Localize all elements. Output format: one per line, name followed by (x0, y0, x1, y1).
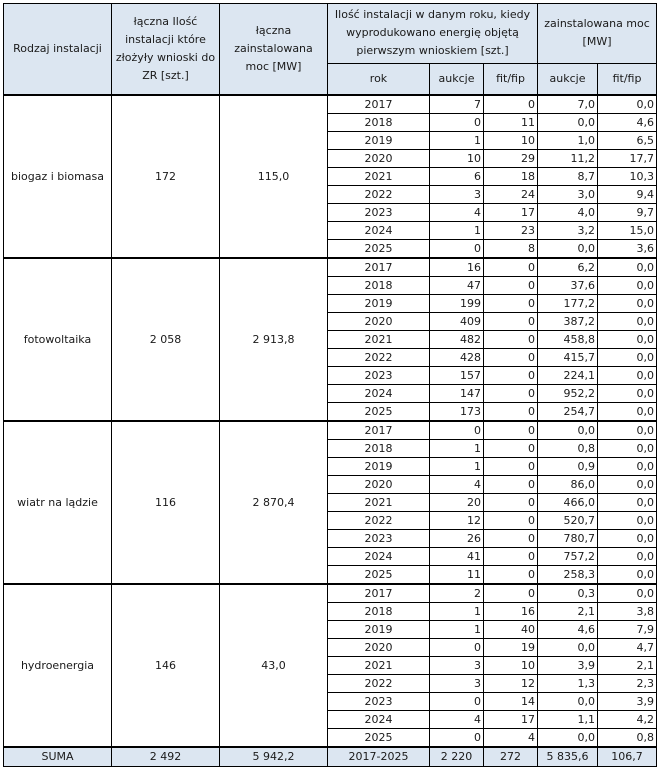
fitfip-mw-cell: 4,2 (598, 711, 657, 729)
fitfip-mw-cell: 4,6 (598, 114, 657, 132)
fitfip-cell: 8 (484, 240, 538, 259)
group-name: fotowoltaika (4, 258, 112, 421)
fitfip-cell: 0 (484, 421, 538, 440)
year-cell: 2020 (328, 639, 430, 657)
fitfip-cell: 0 (484, 512, 538, 530)
fitfip-mw-cell: 0,0 (598, 512, 657, 530)
header-count: łączna Ilość instalacji które złożyły wnioski do ZR [szt.] (112, 4, 220, 96)
year-cell: 2021 (328, 494, 430, 512)
sum-label: SUMA (4, 747, 112, 767)
group-count: 2 058 (112, 258, 220, 421)
fitfip-cell: 0 (484, 367, 538, 385)
auctions-mw-cell: 3,0 (538, 186, 598, 204)
year-cell: 2022 (328, 512, 430, 530)
fitfip-cell: 0 (484, 494, 538, 512)
auctions-cell: 482 (430, 331, 484, 349)
year-cell: 2021 (328, 331, 430, 349)
group-count: 116 (112, 421, 220, 584)
fitfip-mw-cell: 0,0 (598, 331, 657, 349)
fitfip-cell: 24 (484, 186, 538, 204)
auctions-cell: 1 (430, 458, 484, 476)
auctions-mw-cell: 0,0 (538, 729, 598, 748)
group-count: 146 (112, 584, 220, 747)
fitfip-cell: 16 (484, 603, 538, 621)
fitfip-cell: 17 (484, 711, 538, 729)
year-cell: 2020 (328, 313, 430, 331)
fitfip-mw-cell: 15,0 (598, 222, 657, 240)
auctions-cell: 1 (430, 132, 484, 150)
group-power: 115,0 (220, 95, 328, 258)
year-cell: 2025 (328, 240, 430, 259)
auctions-cell: 2 (430, 584, 484, 603)
year-cell: 2020 (328, 476, 430, 494)
auctions-cell: 157 (430, 367, 484, 385)
sum-fitfip-mw: 106,7 (598, 747, 657, 767)
fitfip-cell: 0 (484, 349, 538, 367)
installations-table (3, 3, 657, 767)
fitfip-mw-cell: 3,6 (598, 240, 657, 259)
table-row (4, 421, 657, 440)
fitfip-cell: 17 (484, 204, 538, 222)
subheader-year: rok (328, 63, 430, 95)
year-cell: 2019 (328, 458, 430, 476)
auctions-cell: 0 (430, 240, 484, 259)
auctions-mw-cell: 254,7 (538, 403, 598, 422)
fitfip-cell: 0 (484, 295, 538, 313)
fitfip-mw-cell: 6,5 (598, 132, 657, 150)
fitfip-mw-cell: 3,9 (598, 693, 657, 711)
auctions-mw-cell: 0,8 (538, 440, 598, 458)
auctions-mw-cell: 458,8 (538, 331, 598, 349)
auctions-mw-cell: 8,7 (538, 168, 598, 186)
fitfip-cell: 29 (484, 150, 538, 168)
auctions-cell: 1 (430, 621, 484, 639)
fitfip-cell: 0 (484, 95, 538, 114)
fitfip-mw-cell: 0,0 (598, 349, 657, 367)
auctions-cell: 0 (430, 693, 484, 711)
fitfip-cell: 0 (484, 258, 538, 277)
year-cell: 2024 (328, 711, 430, 729)
fitfip-cell: 0 (484, 476, 538, 494)
fitfip-cell: 11 (484, 114, 538, 132)
fitfip-mw-cell: 0,0 (598, 313, 657, 331)
fitfip-mw-cell: 4,7 (598, 639, 657, 657)
auctions-cell: 20 (430, 494, 484, 512)
year-cell: 2021 (328, 168, 430, 186)
year-cell: 2019 (328, 621, 430, 639)
auctions-cell: 1 (430, 222, 484, 240)
fitfip-mw-cell: 0,0 (598, 367, 657, 385)
group-name: hydroenergia (4, 584, 112, 747)
auctions-cell: 428 (430, 349, 484, 367)
auctions-mw-cell: 0,0 (538, 240, 598, 259)
auctions-mw-cell: 757,2 (538, 548, 598, 566)
group-power: 2 913,8 (220, 258, 328, 421)
auctions-mw-cell: 11,2 (538, 150, 598, 168)
auctions-mw-cell: 177,2 (538, 295, 598, 313)
fitfip-cell: 19 (484, 639, 538, 657)
fitfip-mw-cell: 0,0 (598, 95, 657, 114)
auctions-cell: 1 (430, 603, 484, 621)
auctions-mw-cell: 37,6 (538, 277, 598, 295)
fitfip-cell: 12 (484, 675, 538, 693)
year-cell: 2020 (328, 150, 430, 168)
subheader-fitfip-mw: fit/fip (598, 63, 657, 95)
fitfip-mw-cell: 3,8 (598, 603, 657, 621)
fitfip-mw-cell: 0,0 (598, 440, 657, 458)
auctions-cell: 12 (430, 512, 484, 530)
fitfip-mw-cell: 2,1 (598, 657, 657, 675)
fitfip-mw-cell: 0,0 (598, 458, 657, 476)
auctions-cell: 0 (430, 729, 484, 748)
fitfip-mw-cell: 0,8 (598, 729, 657, 748)
fitfip-mw-cell: 0,0 (598, 277, 657, 295)
auctions-cell: 47 (430, 277, 484, 295)
auctions-mw-cell: 3,2 (538, 222, 598, 240)
fitfip-mw-cell: 9,7 (598, 204, 657, 222)
fitfip-cell: 0 (484, 458, 538, 476)
fitfip-cell: 0 (484, 530, 538, 548)
year-cell: 2018 (328, 603, 430, 621)
year-cell: 2018 (328, 440, 430, 458)
auctions-cell: 10 (430, 150, 484, 168)
auctions-mw-cell: 0,3 (538, 584, 598, 603)
year-cell: 2017 (328, 95, 430, 114)
year-cell: 2023 (328, 367, 430, 385)
fitfip-cell: 0 (484, 385, 538, 403)
fitfip-mw-cell: 2,3 (598, 675, 657, 693)
subheader-auctions-mw: aukcje (538, 63, 598, 95)
fitfip-mw-cell: 0,0 (598, 548, 657, 566)
fitfip-mw-cell: 0,0 (598, 385, 657, 403)
sum-count: 2 492 (112, 747, 220, 767)
table-body (4, 95, 657, 747)
auctions-cell: 11 (430, 566, 484, 585)
auctions-cell: 199 (430, 295, 484, 313)
group-name: wiatr na lądzie (4, 421, 112, 584)
fitfip-cell: 0 (484, 548, 538, 566)
sum-auctions-mw: 5 835,6 (538, 747, 598, 767)
auctions-mw-cell: 0,9 (538, 458, 598, 476)
auctions-cell: 6 (430, 168, 484, 186)
auctions-mw-cell: 0,0 (538, 693, 598, 711)
auctions-mw-cell: 0,0 (538, 114, 598, 132)
subheader-fitfip: fit/fip (484, 63, 538, 95)
group-name: biogaz i biomasa (4, 95, 112, 258)
fitfip-mw-cell: 0,0 (598, 258, 657, 277)
year-cell: 2022 (328, 186, 430, 204)
auctions-mw-cell: 1,0 (538, 132, 598, 150)
fitfip-cell: 0 (484, 277, 538, 295)
header-group-power: zainstalowana moc [MW] (538, 4, 657, 64)
fitfip-cell: 0 (484, 403, 538, 422)
fitfip-mw-cell: 0,0 (598, 403, 657, 422)
table-row (4, 258, 657, 277)
auctions-mw-cell: 466,0 (538, 494, 598, 512)
auctions-cell: 409 (430, 313, 484, 331)
fitfip-mw-cell: 0,0 (598, 530, 657, 548)
group-power: 2 870,4 (220, 421, 328, 584)
auctions-mw-cell: 0,0 (538, 639, 598, 657)
subheader-auctions: aukcje (430, 63, 484, 95)
year-cell: 2018 (328, 114, 430, 132)
sum-power: 5 942,2 (220, 747, 328, 767)
year-cell: 2019 (328, 132, 430, 150)
auctions-cell: 3 (430, 675, 484, 693)
auctions-cell: 4 (430, 204, 484, 222)
sum-auctions: 2 220 (430, 747, 484, 767)
auctions-cell: 16 (430, 258, 484, 277)
table-row (4, 584, 657, 603)
auctions-cell: 0 (430, 114, 484, 132)
year-cell: 2022 (328, 349, 430, 367)
auctions-cell: 3 (430, 657, 484, 675)
year-cell: 2023 (328, 530, 430, 548)
group-power: 43,0 (220, 584, 328, 747)
auctions-cell: 3 (430, 186, 484, 204)
auctions-cell: 0 (430, 421, 484, 440)
fitfip-cell: 0 (484, 584, 538, 603)
year-cell: 2024 (328, 548, 430, 566)
fitfip-cell: 0 (484, 313, 538, 331)
header-group-installs: Ilość instalacji w danym roku, kiedy wyprodukowano energię objętą pierwszym wnioskiem [szt.] (328, 4, 538, 64)
year-cell: 2017 (328, 421, 430, 440)
fitfip-cell: 0 (484, 566, 538, 585)
auctions-mw-cell: 2,1 (538, 603, 598, 621)
fitfip-cell: 40 (484, 621, 538, 639)
fitfip-mw-cell: 0,0 (598, 295, 657, 313)
fitfip-cell: 0 (484, 331, 538, 349)
auctions-mw-cell: 1,3 (538, 675, 598, 693)
year-cell: 2022 (328, 675, 430, 693)
header-type: Rodzaj instalacji (4, 4, 112, 96)
fitfip-cell: 10 (484, 132, 538, 150)
sum-fitfip: 272 (484, 747, 538, 767)
fitfip-cell: 18 (484, 168, 538, 186)
auctions-mw-cell: 387,2 (538, 313, 598, 331)
auctions-mw-cell: 415,7 (538, 349, 598, 367)
fitfip-mw-cell: 0,0 (598, 421, 657, 440)
auctions-mw-cell: 952,2 (538, 385, 598, 403)
year-cell: 2017 (328, 584, 430, 603)
auctions-mw-cell: 6,2 (538, 258, 598, 277)
year-cell: 2025 (328, 729, 430, 748)
fitfip-cell: 4 (484, 729, 538, 748)
table-row (4, 95, 657, 114)
fitfip-mw-cell: 7,9 (598, 621, 657, 639)
auctions-mw-cell: 4,6 (538, 621, 598, 639)
year-cell: 2021 (328, 657, 430, 675)
auctions-mw-cell: 4,0 (538, 204, 598, 222)
auctions-mw-cell: 7,0 (538, 95, 598, 114)
year-cell: 2025 (328, 403, 430, 422)
fitfip-mw-cell: 17,7 (598, 150, 657, 168)
auctions-cell: 41 (430, 548, 484, 566)
fitfip-mw-cell: 0,0 (598, 566, 657, 585)
auctions-mw-cell: 520,7 (538, 512, 598, 530)
fitfip-mw-cell: 0,0 (598, 476, 657, 494)
auctions-mw-cell: 1,1 (538, 711, 598, 729)
auctions-cell: 1 (430, 440, 484, 458)
auctions-cell: 7 (430, 95, 484, 114)
fitfip-cell: 10 (484, 657, 538, 675)
auctions-mw-cell: 3,9 (538, 657, 598, 675)
year-cell: 2024 (328, 222, 430, 240)
auctions-cell: 0 (430, 639, 484, 657)
fitfip-mw-cell: 0,0 (598, 584, 657, 603)
year-cell: 2018 (328, 277, 430, 295)
auctions-mw-cell: 224,1 (538, 367, 598, 385)
year-cell: 2025 (328, 566, 430, 585)
year-cell: 2023 (328, 204, 430, 222)
fitfip-cell: 23 (484, 222, 538, 240)
fitfip-mw-cell: 10,3 (598, 168, 657, 186)
auctions-cell: 4 (430, 711, 484, 729)
fitfip-mw-cell: 0,0 (598, 494, 657, 512)
auctions-cell: 26 (430, 530, 484, 548)
auctions-mw-cell: 86,0 (538, 476, 598, 494)
fitfip-cell: 14 (484, 693, 538, 711)
auctions-cell: 147 (430, 385, 484, 403)
header-power: łączna zainstalowana moc [MW] (220, 4, 328, 96)
year-cell: 2019 (328, 295, 430, 313)
year-cell: 2023 (328, 693, 430, 711)
year-cell: 2017 (328, 258, 430, 277)
sum-row (4, 747, 657, 767)
fitfip-mw-cell: 9,4 (598, 186, 657, 204)
auctions-mw-cell: 0,0 (538, 421, 598, 440)
auctions-cell: 173 (430, 403, 484, 422)
auctions-mw-cell: 780,7 (538, 530, 598, 548)
year-cell: 2024 (328, 385, 430, 403)
sum-years: 2017-2025 (328, 747, 430, 767)
group-count: 172 (112, 95, 220, 258)
fitfip-cell: 0 (484, 440, 538, 458)
auctions-mw-cell: 258,3 (538, 566, 598, 585)
auctions-cell: 4 (430, 476, 484, 494)
